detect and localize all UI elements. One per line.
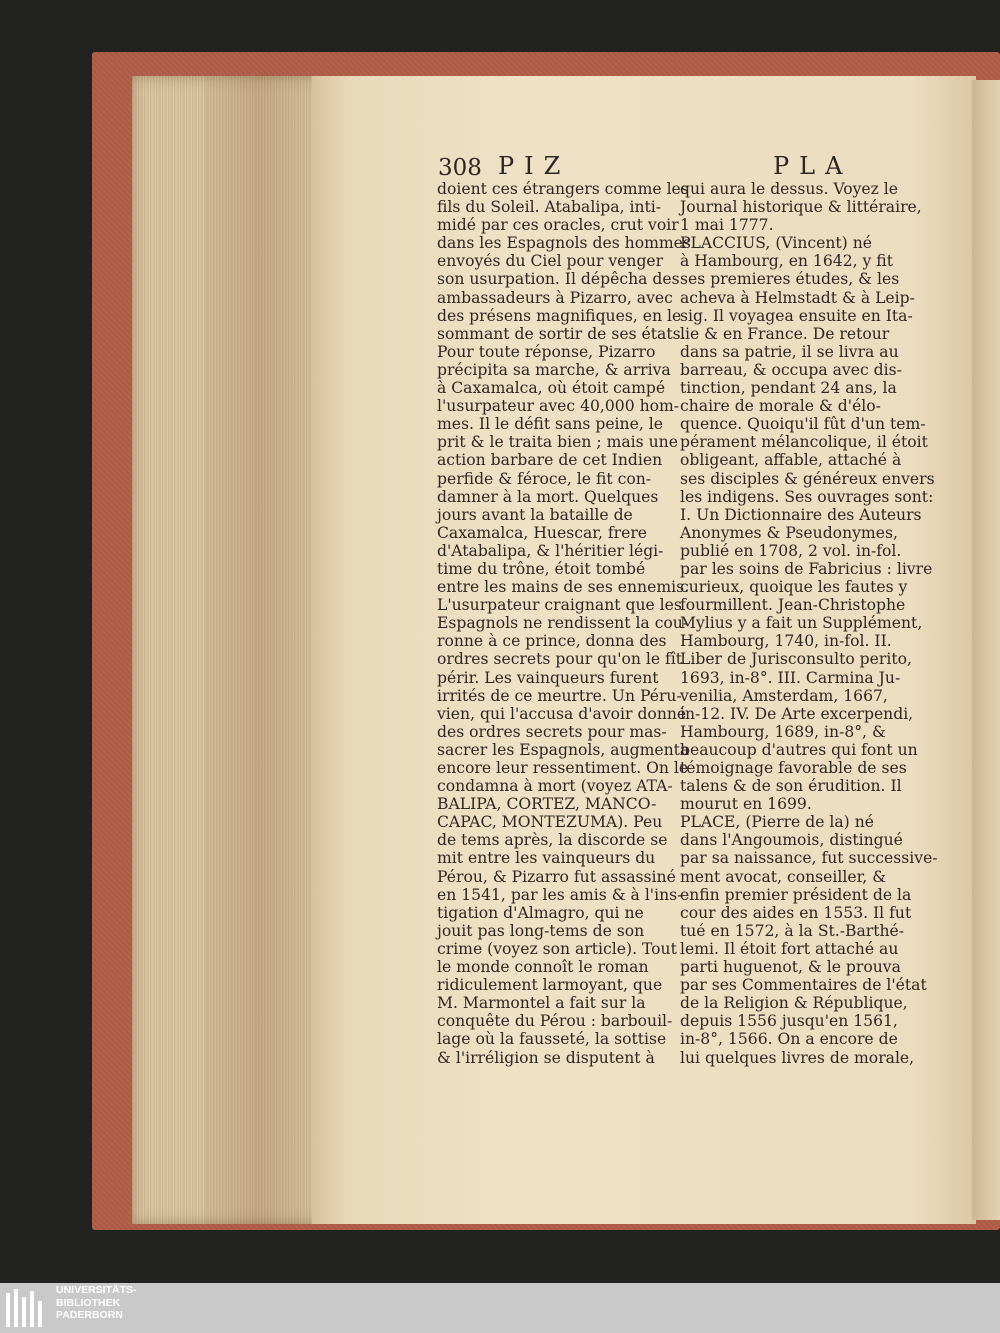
text-line: fils du Soleil. Atabalipa, inti-: [437, 198, 662, 217]
text-line: Pour toute réponse, Pizarro: [437, 342, 656, 361]
text-line: enfin premier président de la: [680, 885, 912, 904]
text-line: cour des aides en 1553. Il fut: [680, 903, 912, 922]
text-line: par sa naissance, fut successive-: [680, 849, 938, 868]
text-line: lage où la fausseté, la sottise: [437, 1030, 667, 1049]
text-line: mes. Il le défit sans peine, le: [437, 415, 663, 434]
text-line: en 1541, par les amis & à l'ins-: [437, 885, 683, 904]
library-name-line: PADERBORN: [56, 1309, 123, 1322]
text-line: lie & en France. De retour: [680, 324, 890, 343]
text-line: les indigens. Ses ouvrages sont:: [680, 487, 934, 506]
library-name-line: UNIVERSITÄTS-: [56, 1284, 137, 1296]
text-line: lemi. Il étoit fort attaché au: [680, 939, 899, 958]
page-number: 308: [438, 155, 482, 181]
text-line: entre les mains de ses ennemis.: [437, 578, 690, 597]
text-line: par les soins de Fabricius : livre: [680, 559, 933, 578]
text-line: midé par ces oracles, crut voir: [437, 216, 679, 235]
text-line: & l'irréligion se disputent à: [437, 1048, 655, 1067]
text-line: in-12. IV. De Arte excerpendi,: [680, 704, 914, 723]
text-line: vien, qui l'accusa d'avoir donné: [437, 704, 687, 723]
text-line: venilia, Amsterdam, 1667,: [680, 686, 888, 705]
text-line: curieux, quoique les fautes y: [680, 578, 908, 597]
text-line: PLACE, (Pierre de la) né: [680, 813, 874, 832]
text-line: ses disciples & généreux envers: [680, 469, 935, 488]
text-line: l'usurpateur avec 40,000 hom-: [437, 397, 680, 416]
library-name: [56, 1284, 137, 1322]
text-line: M. Marmontel a fait sur la: [437, 994, 646, 1013]
text-line: talens & de son érudition. Il: [680, 777, 902, 796]
text-line: depuis 1556 jusqu'en 1561,: [680, 1012, 898, 1031]
text-line: son usurpation. Il dépêcha des: [437, 270, 680, 289]
text-line: des ordres secrets pour mas-: [437, 722, 667, 741]
text-column-right: [680, 180, 938, 1067]
text-line: Pérou, & Pizarro fut assassiné: [437, 867, 676, 886]
text-line: ronne à ce prince, donna des: [437, 632, 667, 651]
text-line: PLACCIUS, (Vincent) né: [680, 234, 872, 253]
page-shadow: [205, 76, 315, 1224]
text-line: chaire de morale & d'élo-: [680, 397, 881, 416]
text-line: conquête du Pérou : barbouil-: [437, 1012, 673, 1031]
text-line: ridiculement larmoyant, que: [437, 976, 663, 995]
text-line: qui aura le dessus. Voyez le: [680, 180, 899, 198]
text-line: Caxamalca, Huescar, frere: [437, 523, 648, 542]
text-line: sig. Il voyagea ensuite en Ita-: [680, 306, 913, 325]
text-line: Liber de Jurisconsulto perito,: [680, 650, 912, 669]
text-line: dans l'Angoumois, distingué: [680, 831, 903, 850]
text-line: action barbare de cet Indien: [437, 451, 663, 470]
text-line: envoyés du Ciel pour venger: [437, 252, 664, 271]
text-line: le monde connoît le roman: [437, 958, 649, 977]
text-line: Espagnols ne rendissent la cou-: [437, 614, 689, 633]
text-line: fourmillent. Jean-Christophe: [680, 596, 906, 615]
text-line: acheva à Helmstadt & à Leip-: [680, 288, 915, 307]
text-line: tigation d'Almagro, qui ne: [437, 903, 644, 922]
text-line: sommant de sortir de ses états.: [437, 324, 686, 343]
text-line: à Caxamalca, où étoit campé: [437, 379, 666, 398]
text-line: périr. Les vainqueurs furent: [437, 668, 659, 687]
text-line: mit entre les vainqueurs du: [437, 849, 656, 868]
text-line: barreau, & occupa avec dis-: [680, 360, 902, 379]
text-line: par ses Commentaires de l'état: [680, 976, 927, 995]
text-line: mourut en 1699.: [680, 795, 812, 814]
text-line: témoignage favorable de ses: [680, 759, 907, 777]
text-line: de tems après, la discorde se: [437, 831, 668, 850]
text-line: L'usurpateur craignant que les: [437, 596, 682, 615]
text-line: tinction, pendant 24 ans, la: [680, 379, 897, 398]
text-line: condamna à mort (voyez ATA-: [437, 777, 673, 796]
text-line: damner à la mort. Quelques: [437, 487, 659, 506]
text-line: encore leur ressentiment. On le: [437, 759, 689, 777]
text-line: 1693, in-8°. III. Carmina Ju-: [680, 668, 901, 687]
text-line: beaucoup d'autres qui font un: [680, 740, 918, 759]
text-line: dans sa patrie, il se livra au: [680, 342, 899, 361]
library-logo-icon: [4, 1287, 48, 1329]
text-line: jours avant la bataille de: [437, 505, 633, 524]
facing-page-edge: [972, 80, 1000, 1220]
text-line: à Hambourg, en 1642, y fit: [680, 252, 893, 271]
text-line: I. Un Dictionnaire des Auteurs: [680, 505, 922, 524]
text-line: Anonymes & Pseudonymes,: [680, 523, 898, 542]
library-name-line: BIBLIOTHEK: [56, 1296, 121, 1309]
running-head-left: PIZ: [498, 152, 571, 180]
text-line: pérament mélancolique, il étoit: [680, 433, 928, 452]
text-line: obligeant, affable, attaché à: [680, 451, 902, 470]
text-line: doient ces étrangers comme les: [437, 180, 689, 198]
text-line: Mylius y a fait un Supplément,: [680, 614, 923, 633]
text-line: Journal historique & littéraire,: [680, 198, 922, 217]
text-line: time du trône, étoit tombé: [437, 559, 646, 578]
text-line: quence. Quoiqu'il fût d'un tem-: [680, 415, 926, 434]
text-line: lui quelques livres de morale,: [680, 1048, 915, 1067]
text-line: parti huguenot, & le prouva: [680, 958, 901, 977]
text-line: ordres secrets pour qu'on le fît: [437, 650, 683, 669]
text-line: 1 mai 1777.: [680, 216, 774, 235]
text-line: CAPAC, MONTEZUMA). Peu: [437, 813, 663, 832]
text-line: dans les Espagnols des hommes: [437, 234, 691, 253]
text-line: ambassadeurs à Pizarro, avec: [437, 288, 673, 307]
text-line: sacrer les Espagnols, augmenta: [437, 740, 690, 759]
text-line: publié en 1708, 2 vol. in-fol.: [680, 541, 902, 560]
text-line: prit & le traita bien ; mais une: [437, 433, 678, 452]
text-line: tué en 1572, à la St.-Barthé-: [680, 921, 905, 940]
text-line: d'Atabalipa, & l'héritier légi-: [437, 541, 664, 560]
text-line: jouit pas long-tems de son: [437, 921, 645, 940]
text-line: précipita sa marche, & arriva: [437, 360, 671, 379]
text-line: ses premieres études, & les: [680, 270, 900, 289]
text-line: irrités de ce meurtre. Un Péru-: [437, 686, 682, 705]
text-line: Hambourg, 1740, in-fol. II.: [680, 632, 892, 651]
text-line: perfide & féroce, le fit con-: [437, 469, 652, 488]
text-line: in-8°, 1566. On a encore de: [680, 1030, 898, 1049]
text-line: BALIPA, CORTEZ, MANCO-: [437, 795, 657, 814]
text-line: crime (voyez son article). Tout: [437, 939, 677, 958]
text-column-left: [437, 180, 691, 1067]
text-line: des présens magnifiques, en le: [437, 306, 682, 325]
text-line: ment avocat, conseiller, &: [680, 867, 887, 886]
library-footer: [0, 1283, 1000, 1333]
text-line: de la Religion & République,: [680, 994, 908, 1013]
text-line: Hambourg, 1689, in-8°, &: [680, 722, 886, 741]
running-head-right: PLA: [773, 152, 853, 180]
